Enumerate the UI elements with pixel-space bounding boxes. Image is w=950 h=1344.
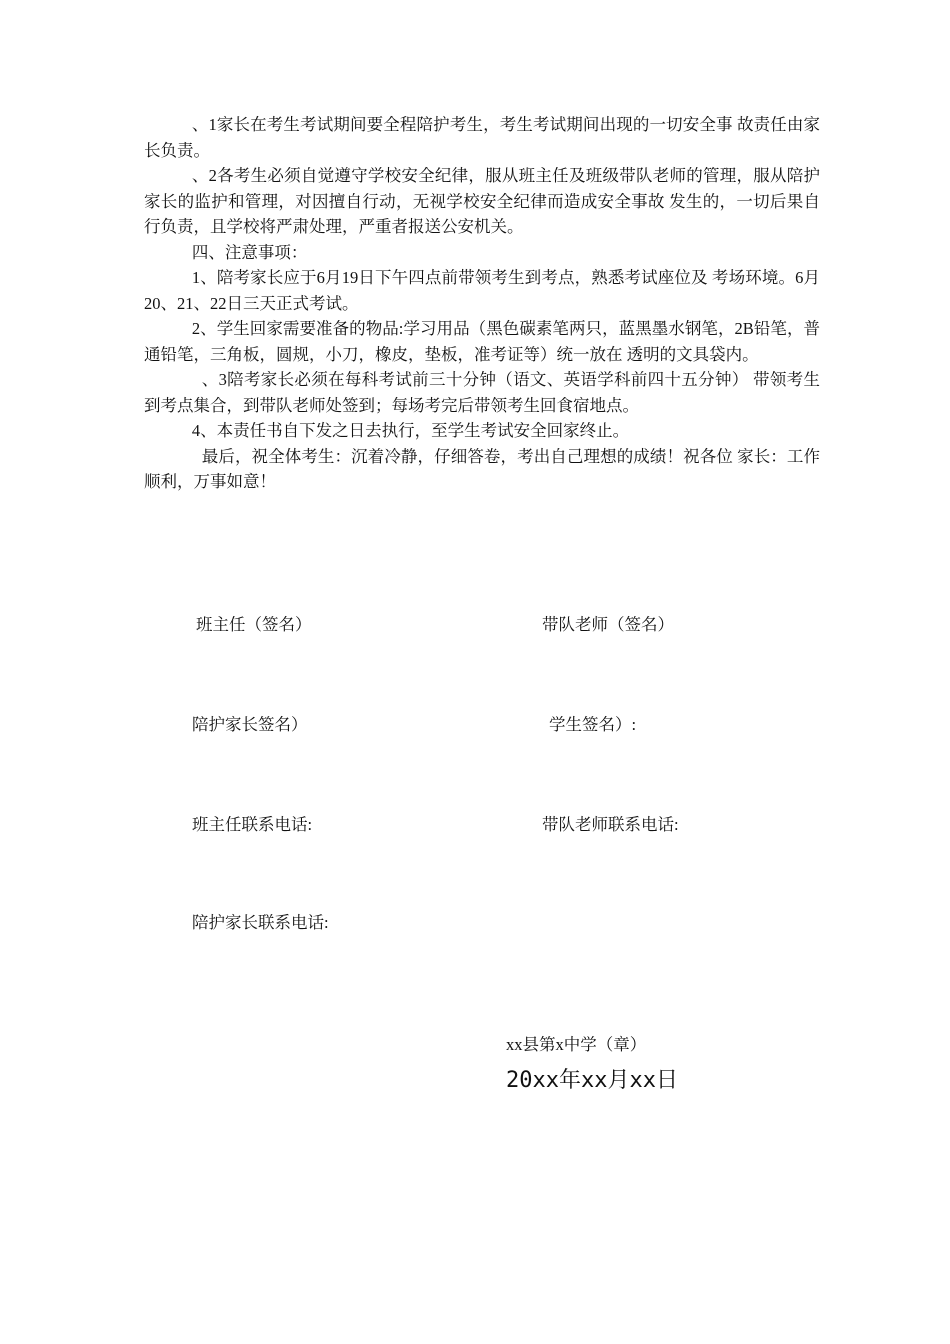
section-heading-notes: 四、注意事项： — [191, 242, 308, 262]
clause-student-discipline: 、2各考生必须自觉遵守学校安全纪律，服从班主任及班级带队老师的管理，服从陪护家长的监护和管理，对因擅自行动，无视学校安全纪律而造成安全事故 发生的，一切后果自行负责，且学校将严肃处理，严重者报送公安机关。 — [144, 166, 820, 236]
head-teacher-phone-label: 班主任联系电话: — [192, 815, 313, 834]
document-body — [144, 112, 820, 495]
parent-signature-label: 陪护家长签名） — [192, 715, 308, 734]
student-signature-label: 学生签名）: — [549, 715, 637, 734]
document-date: 20xx年xx月xx日 — [506, 1068, 678, 1093]
clause-parent-responsibility: 、1家长在考生考试期间要全程陪护考生，考生考试期间出现的一切安全事 故责任由家长负责。 — [144, 115, 820, 160]
note-exam-assembly: 、3陪考家长必须在每科考试前三十分钟（语文、英语学科前四十五分钟） 带领考生到考点集合，到带队老师处签到；每场考完后带领考生回食宿地点。 — [144, 370, 820, 415]
closing-wishes: 最后，祝全体考生：沉着冷静，仔细答卷，考出自己理想的成绩！祝各位 家长：工作顺利，万事如意！ — [144, 446, 820, 491]
school-seal-line: xx县第x中学（章） — [506, 1035, 647, 1054]
lead-teacher-signature-label: 带队老师（签名） — [542, 615, 674, 634]
note-arrival-time: 1、陪考家长应于6月19日下午四点前带领考生到考点，熟悉考试座位及 考场环境。6月20、21、22日三天正式考试。 — [144, 268, 820, 313]
note-supplies: 2、学生回家需要准备的物品:学习用品（黑色碳素笔两只，蓝黑墨水钢笔，2B铅笔，普通铅笔，三角板，圆规，小刀，橡皮，垫板，准考证等）统一放在 透明的文具袋内。 — [144, 319, 820, 364]
parent-phone-label: 陪护家长联系电话: — [192, 913, 329, 932]
head-teacher-signature-label: 班主任（签名） — [196, 615, 312, 634]
lead-teacher-phone-label: 带队老师联系电话: — [542, 815, 679, 834]
note-effective-period: 4、本责任书自下发之日去执行，至学生考试安全回家终止。 — [191, 421, 630, 440]
